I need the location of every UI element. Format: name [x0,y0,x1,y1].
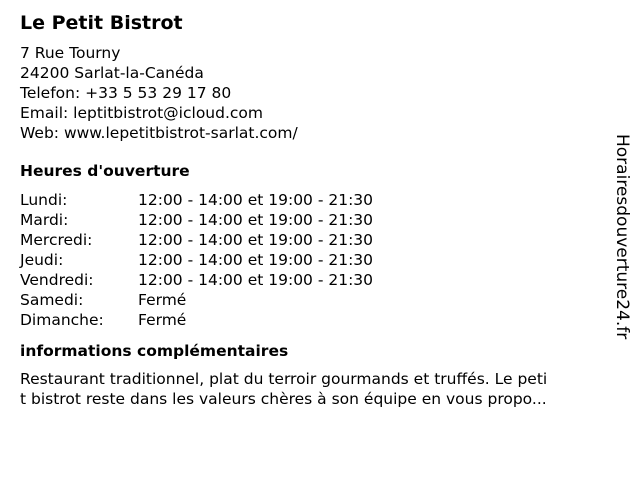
hours-time-value: 12:00 - 14:00 et 19:00 - 21:30 [138,211,374,229]
hours-day-label: Mercredi: [20,231,93,249]
hours-heading: Heures d'ouverture [20,162,190,180]
hours-row-friday [20,270,615,290]
email-address[interactable]: Email: leptitbistrot@icloud.com [20,104,263,122]
hours-time-value: Fermé [138,291,187,309]
phone-number[interactable]: Telefon: +33 5 53 29 17 80 [20,84,232,102]
address-street: 7 Rue Tourny [20,44,121,62]
hours-time-value: 12:00 - 14:00 et 19:00 - 21:30 [138,271,374,289]
hours-day-label: Dimanche: [20,311,104,329]
website-link[interactable]: Web: www.lepetitbistrot-sarlat.com/ [20,124,298,142]
hours-time-value: 12:00 - 14:00 et 19:00 - 21:30 [138,251,374,269]
site-watermark: Horairesdouverture24.fr [612,134,632,340]
hours-day-label: Mardi: [20,211,69,229]
hours-table [20,190,615,330]
info-description [20,369,615,409]
hours-row-sunday [20,310,615,330]
hours-day-label: Lundi: [20,191,68,209]
hours-day-label: Jeudi: [20,251,64,269]
hours-time-value: Fermé [138,311,187,329]
business-card [20,10,615,409]
hours-row-monday [20,190,615,210]
address-city: 24200 Sarlat-la-Canéda [20,64,204,82]
hours-time-value: 12:00 - 14:00 et 19:00 - 21:30 [138,231,374,249]
info-text-line: t bistrot reste dans les valeurs chères à son équipe en vous propo... [20,390,547,408]
hours-row-tuesday [20,210,615,230]
hours-day-label: Samedi: [20,291,84,309]
hours-row-saturday [20,290,615,310]
hours-time-value: 12:00 - 14:00 et 19:00 - 21:30 [138,191,374,209]
business-name: Le Petit Bistrot [20,12,183,34]
contact-block [20,43,615,143]
hours-row-wednesday [20,230,615,250]
info-heading: informations complémentaires [20,342,289,360]
hours-day-label: Vendredi: [20,271,94,289]
info-text-line: Restaurant traditionnel, plat du terroir gourmands et truffés. Le peti [20,370,548,388]
hours-row-thursday [20,250,615,270]
